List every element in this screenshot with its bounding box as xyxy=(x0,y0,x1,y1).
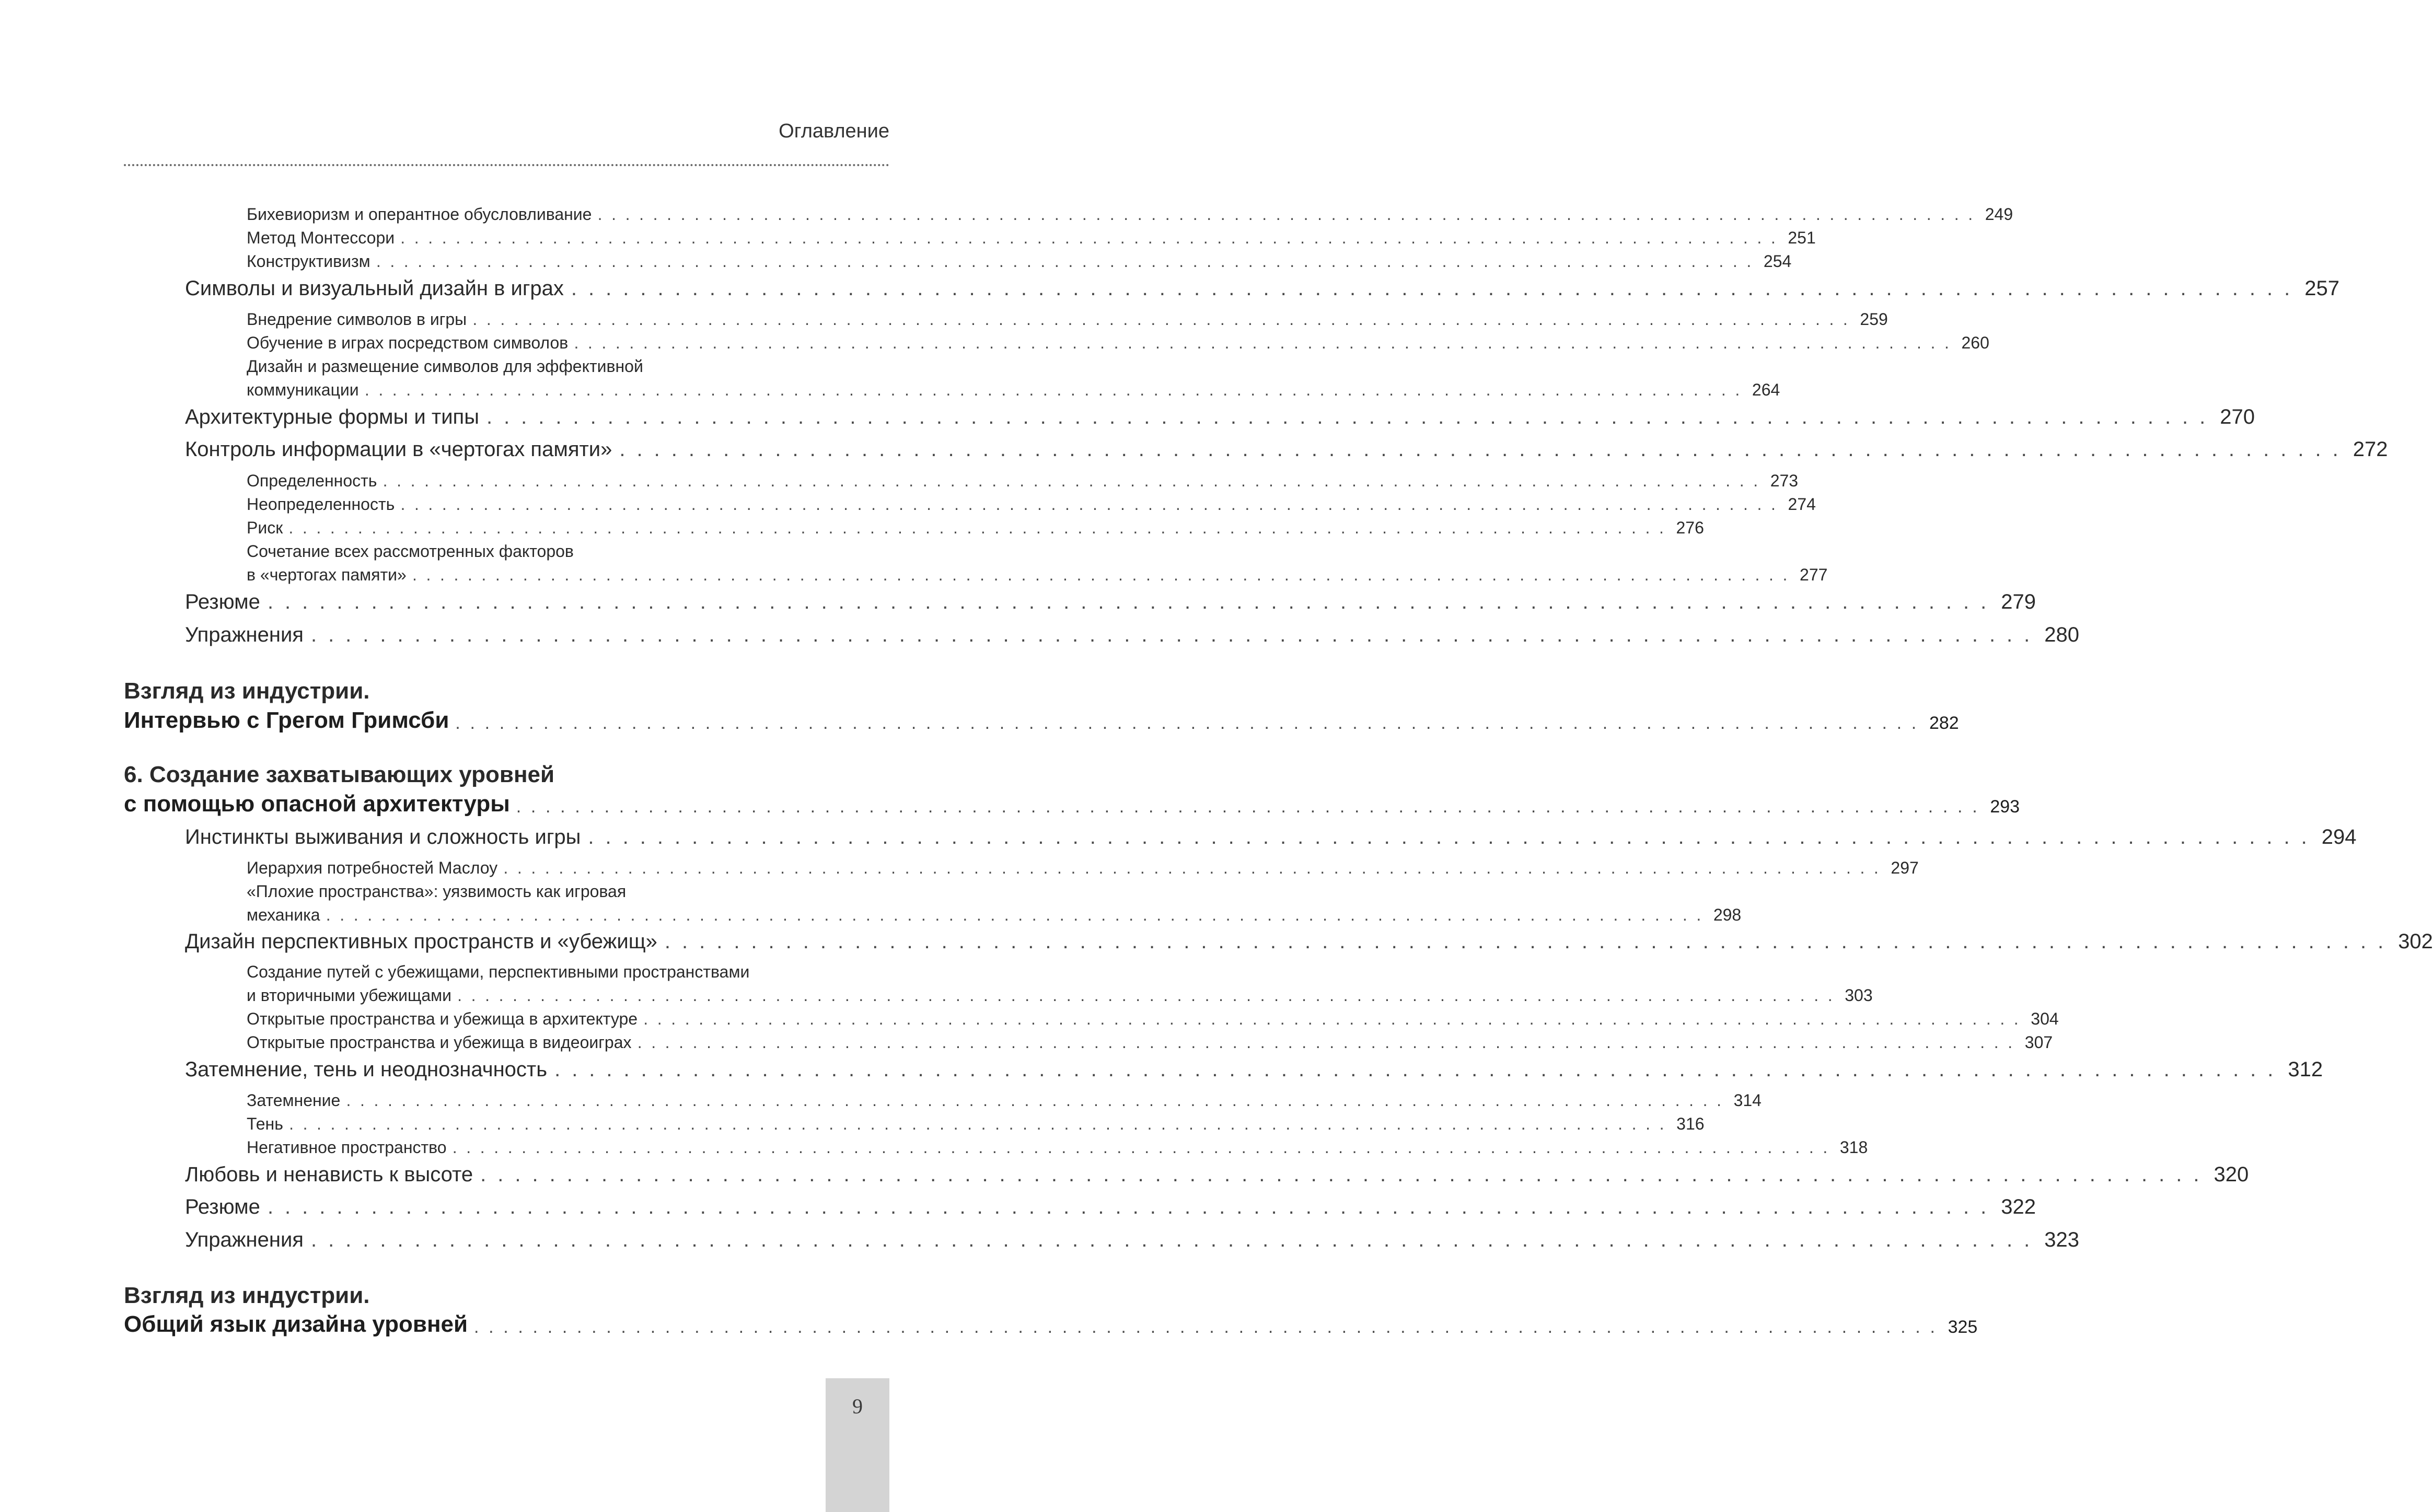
dot-leader: .................................................................................................... xyxy=(473,1317,1945,1337)
toc-entry-title: Контроль информации в «чертогах памяти» xyxy=(185,438,612,461)
toc-entry-title: с помощью опасной архитектуры xyxy=(124,791,510,817)
toc-entry-page: 260 xyxy=(1961,333,1989,352)
toc-entry[interactable] xyxy=(247,380,1780,400)
toc-entry-title: Риск xyxy=(247,518,283,537)
toc-entry-title: Инстинкты выживания и сложность игры xyxy=(185,825,581,848)
dot-leader: .................................................................................................... xyxy=(376,252,1760,271)
toc-entry[interactable] xyxy=(185,277,2339,300)
toc-entry-page: 318 xyxy=(1839,1138,1868,1157)
toc-entry[interactable] xyxy=(247,1091,1762,1110)
toc-entry-title: и вторичными убежищами xyxy=(247,986,451,1005)
dot-leader: .................................................................................................... xyxy=(664,930,2395,953)
toc-entry-page: 316 xyxy=(1676,1114,1705,1133)
toc-entry[interactable] xyxy=(247,1138,1868,1157)
toc-entry[interactable] xyxy=(247,905,1742,925)
dot-leader: .................................................................................................... xyxy=(346,1091,1731,1110)
dot-leader: .................................................................................................... xyxy=(574,333,1959,352)
toc-entry-page: 276 xyxy=(1676,518,1704,537)
toc-entry-page: 297 xyxy=(1891,858,1919,877)
toc-entry[interactable] xyxy=(185,1163,2249,1187)
toc-entry-title: Обучение в играх посредством символов xyxy=(247,333,569,352)
toc-entry-title: Интервью с Грегом Гримсби xyxy=(124,707,449,733)
toc-entry[interactable] xyxy=(247,333,1989,353)
toc-entry[interactable] xyxy=(247,565,1828,585)
toc-entry-title: Неопределенность xyxy=(247,495,395,514)
toc-entry[interactable] xyxy=(185,590,2036,614)
dot-leader: .................................................................................................... xyxy=(554,1058,2285,1081)
toc-section-title-line1: Взгляд из индустрии. xyxy=(124,1283,370,1308)
dot-leader: .................................................................................................... xyxy=(310,1228,2042,1251)
dot-leader: .................................................................................................... xyxy=(597,205,1982,224)
dot-leader: .................................................................................................... xyxy=(637,1033,2022,1052)
toc-entry-page: 272 xyxy=(2353,438,2388,461)
dot-leader: .................................................................................................... xyxy=(412,565,1797,584)
dot-leader: .................................................................................................... xyxy=(457,986,1842,1005)
dot-leader: .................................................................................................... xyxy=(383,471,1767,490)
dot-leader: .................................................................................................... xyxy=(326,905,1710,924)
toc-entry-page: 294 xyxy=(2321,825,2357,848)
toc-entry-page: 303 xyxy=(1845,986,1873,1005)
toc-entry[interactable] xyxy=(124,791,2020,817)
dot-leader: .................................................................................................... xyxy=(571,277,2302,300)
toc-entry-page: 325 xyxy=(1948,1317,1978,1337)
toc-entry-title: Определенность xyxy=(247,471,377,490)
toc-entry-page: 314 xyxy=(1733,1091,1762,1110)
toc-entry-page: 280 xyxy=(2044,623,2080,646)
toc-entry-page: 257 xyxy=(2304,277,2339,300)
toc-entry[interactable] xyxy=(185,438,2388,461)
toc-entry-title: Резюме xyxy=(185,1195,260,1218)
toc-entry-title: Тень xyxy=(247,1114,283,1133)
toc-entry-title: Символы и визуальный дизайн в играх xyxy=(185,277,564,300)
toc-entry-title: Затемнение, тень и неоднозначность xyxy=(185,1058,548,1081)
toc-entry-title: в «чертогах памяти» xyxy=(247,565,407,584)
toc-entry-title: Открытые пространства и убежища в видеоиграх xyxy=(247,1033,632,1052)
toc-entry-title: Общий язык дизайна уровней xyxy=(124,1311,468,1337)
dot-leader: .................................................................................................... xyxy=(288,518,1673,537)
toc-entry[interactable] xyxy=(247,986,1873,1005)
toc-entry[interactable] xyxy=(247,205,2013,224)
toc-entry-page: 302 xyxy=(2398,930,2433,953)
dot-leader: .................................................................................................... xyxy=(364,380,1749,399)
toc-entry-page: 264 xyxy=(1752,380,1780,399)
toc-entry-title: Конструктивизм xyxy=(247,252,370,271)
toc-entry-title: Открытые пространства и убежища в архитектуре xyxy=(247,1009,638,1028)
toc-entry[interactable] xyxy=(247,252,1792,271)
toc-entry[interactable] xyxy=(185,623,2080,647)
toc-entry[interactable] xyxy=(247,518,1704,538)
page-number-tab xyxy=(826,1378,889,1512)
toc-entry-page: 320 xyxy=(2214,1163,2249,1186)
toc-entry[interactable] xyxy=(185,405,2255,429)
page-number: 9 xyxy=(852,1394,863,1418)
toc-entry-title: Внедрение символов в игры xyxy=(247,310,467,329)
toc-entry[interactable] xyxy=(124,1311,1978,1337)
toc-entry-title: коммуникации xyxy=(247,380,359,399)
dot-leader: .................................................................................................... xyxy=(400,228,1785,247)
dot-leader: .................................................................................................... xyxy=(619,438,2350,461)
toc-entry-page: 270 xyxy=(2220,405,2255,428)
toc-entry-page: 277 xyxy=(1800,565,1828,584)
toc-entry[interactable] xyxy=(247,1033,2053,1052)
toc-entry-page: 273 xyxy=(1770,471,1799,490)
toc-entry[interactable] xyxy=(185,1058,2323,1081)
toc-entry-title: Метод Монтессори xyxy=(247,228,395,247)
toc-entry-page: 304 xyxy=(2031,1009,2059,1028)
toc-entry[interactable] xyxy=(247,495,1816,514)
toc-entry[interactable] xyxy=(185,825,2357,849)
toc-entry-page: 323 xyxy=(2044,1228,2080,1251)
toc-entry-title: Упражнения xyxy=(185,1228,304,1251)
toc-entry[interactable] xyxy=(247,858,1919,878)
dot-leader: .................................................................................................... xyxy=(267,1195,1998,1218)
toc-entry-title-line1: Создание путей с убежищами, перспективными пространствами xyxy=(247,962,750,981)
toc-entry-title: Затемнение xyxy=(247,1091,341,1110)
toc-entry[interactable] xyxy=(247,1114,1705,1134)
running-head: Оглавление xyxy=(779,120,889,142)
dot-leader: .................................................................................................... xyxy=(643,1009,2028,1028)
toc-entry[interactable] xyxy=(185,1195,2036,1219)
toc-entry-page: 312 xyxy=(2288,1058,2323,1081)
toc-entry[interactable] xyxy=(185,1228,2080,1252)
dot-leader: .................................................................................................... xyxy=(267,590,1998,613)
toc-entry-page: 322 xyxy=(2001,1195,2036,1218)
dot-leader: .................................................................................................... xyxy=(480,1163,2211,1186)
header-dotted-rule xyxy=(124,164,889,166)
toc-entry[interactable] xyxy=(185,930,2433,953)
dot-leader: .................................................................................................... xyxy=(310,623,2042,646)
toc-entry-page: 254 xyxy=(1763,252,1792,271)
dot-leader: .................................................................................................... xyxy=(289,1114,1674,1133)
toc-entry-title: Бихевиоризм и оперантное обусловливание xyxy=(247,205,592,224)
toc-entry-title: Резюме xyxy=(185,590,260,613)
toc-entry-title: Иерархия потребностей Маслоу xyxy=(247,858,498,877)
toc-entry-page: 259 xyxy=(1860,310,1888,329)
toc-entry-page: 279 xyxy=(2001,590,2036,613)
toc-entry-title: механика xyxy=(247,905,320,924)
toc-entry-title-line1: Сочетание всех рассмотренных факторов xyxy=(247,542,574,561)
toc-entry-title: Упражнения xyxy=(185,623,304,646)
toc-entry[interactable] xyxy=(247,310,1888,329)
dot-leader: .................................................................................................... xyxy=(588,825,2319,848)
toc-entry[interactable] xyxy=(247,1009,2059,1029)
toc-entry-title: Архитектурные формы и типы xyxy=(185,405,479,428)
dot-leader: .................................................................................................... xyxy=(400,495,1785,514)
toc-entry-title: Любовь и ненависть к высоте xyxy=(185,1163,473,1186)
toc-entry-title-line1: Дизайн и размещение символов для эффективной xyxy=(247,357,643,376)
dot-leader: .................................................................................................... xyxy=(455,713,1926,733)
dot-leader: .................................................................................................... xyxy=(516,797,1987,817)
toc-entry-page: 251 xyxy=(1788,228,1816,247)
toc-entry[interactable] xyxy=(124,707,1959,734)
dot-leader: .................................................................................................... xyxy=(452,1138,1837,1157)
toc-entry[interactable] xyxy=(247,228,1816,248)
toc-entry-page: 274 xyxy=(1788,495,1816,514)
dot-leader: .................................................................................................... xyxy=(472,310,1857,329)
chapter-title-line1: 6. Создание захватывающих уровней xyxy=(124,762,555,787)
dot-leader: .................................................................................................... xyxy=(503,858,1888,877)
toc-entry[interactable] xyxy=(247,471,1799,491)
toc-entry-title-line1: «Плохие пространства»: уязвимость как игровая xyxy=(247,882,627,901)
toc-entry-page: 293 xyxy=(1990,797,2020,817)
toc-entry-page: 249 xyxy=(1985,205,2013,224)
toc-entry-title: Негативное пространство xyxy=(247,1138,447,1157)
toc-entry-page: 282 xyxy=(1929,713,1959,733)
toc-entry-title: Дизайн перспективных пространств и «убежищ» xyxy=(185,930,657,953)
toc-entry-page: 307 xyxy=(2024,1033,2053,1052)
toc-entry-page: 298 xyxy=(1713,905,1742,924)
toc-section-title-line1: Взгляд из индустрии. xyxy=(124,678,370,704)
dot-leader: .................................................................................................... xyxy=(486,405,2217,428)
